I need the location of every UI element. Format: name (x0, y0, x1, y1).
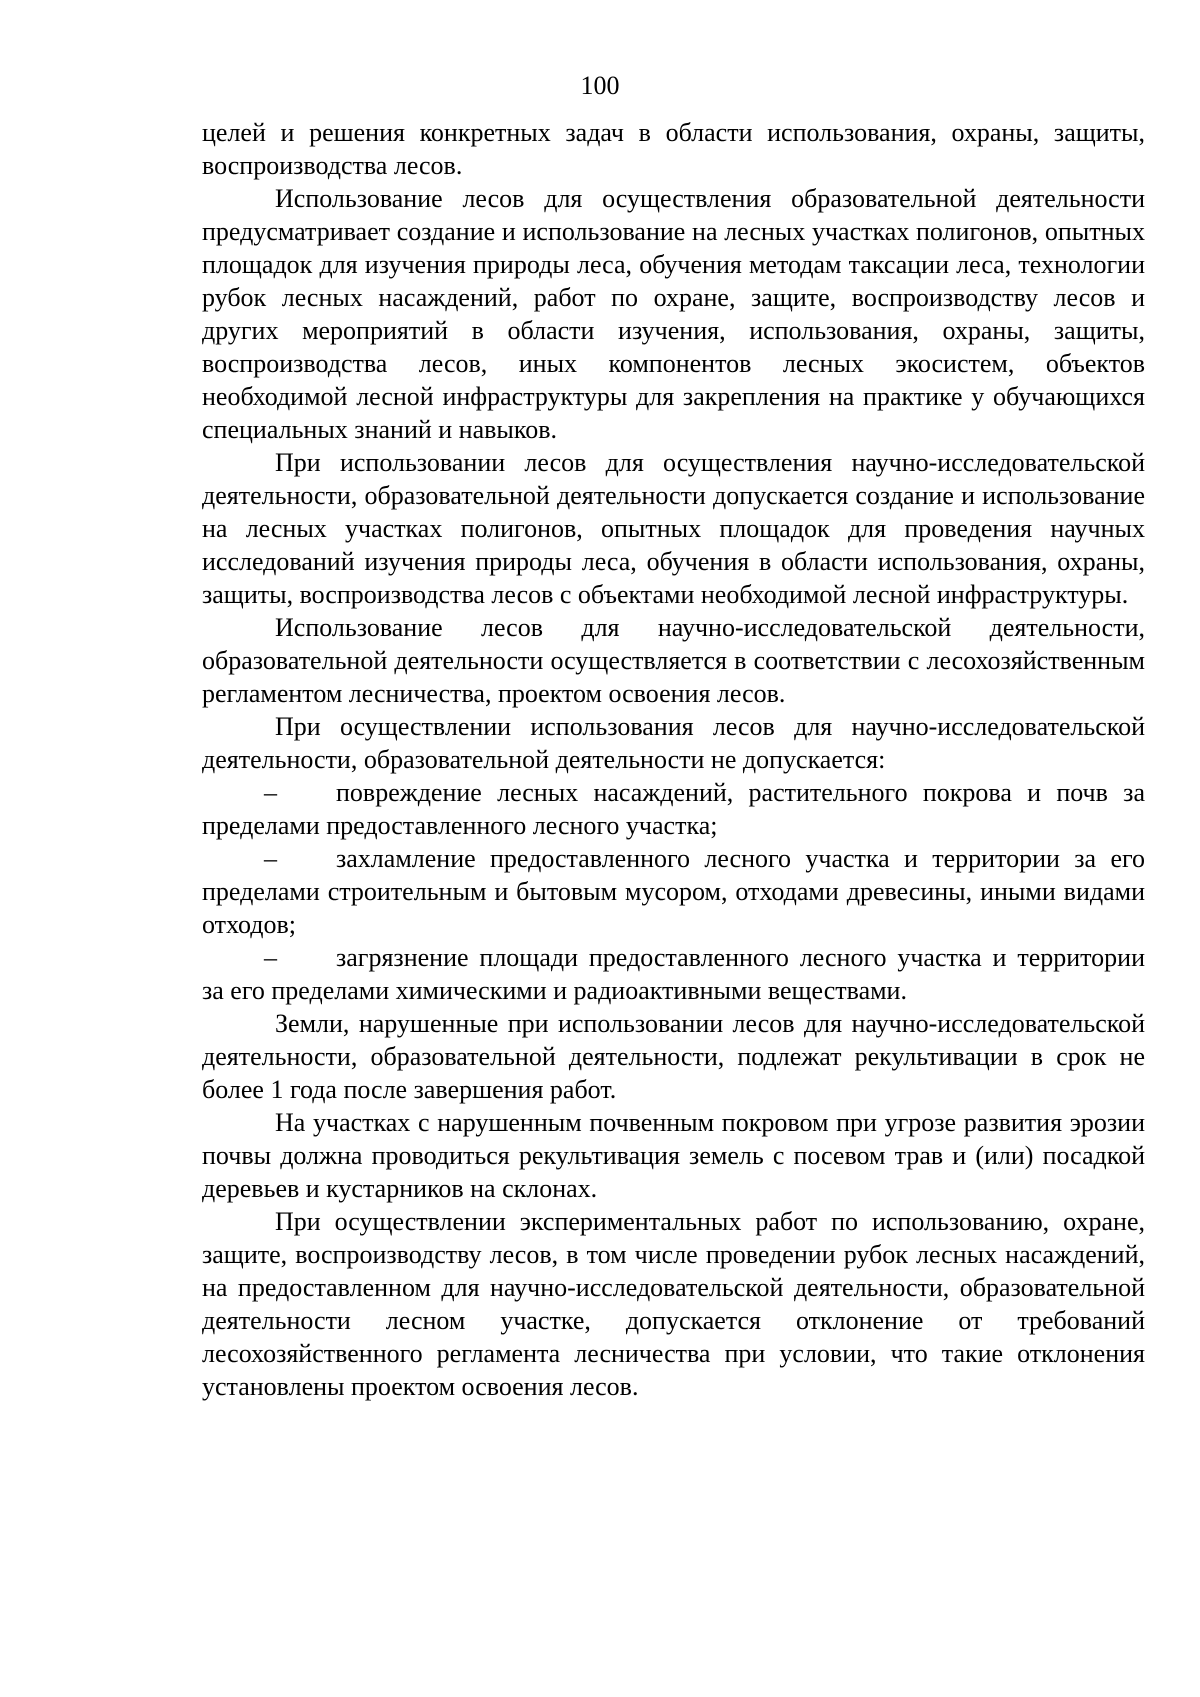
paragraph: При осуществлении использования лесов для научно-исследовательской деятельности, образовательной деятельности не допускается: (202, 712, 1145, 774)
paragraph: При использовании лесов для осуществления научно-исследовательской деятельности, образовательной деятельности допускается создание и использование на лесных участках полигонов, опытных площадок для проведения научных исследований изучения природы леса, обучения в области использования, охраны, защиты, воспроизводства лесов с объектами необходимой лесной инфраструктуры. (202, 448, 1145, 609)
page-number: 100 (580, 71, 620, 100)
dash-marker: – (264, 778, 277, 807)
dash-marker: – (264, 844, 277, 873)
list-item (202, 776, 1145, 842)
list-item (202, 941, 1145, 1007)
paragraph-continuation: целей и решения конкретных задач в области использования, охраны, защиты, воспроизводства лесов. (202, 118, 1145, 180)
document-body (202, 116, 1145, 1403)
paragraph: Использование лесов для осуществления образовательной деятельности предусматривает создание и использование на лесных участках полигонов, опытных площадок для изучения природы леса, обучения методам таксации леса, технологии рубок лесных насаждений, работ по охране, защите, воспроизводству лесов и других мероприятий в области изучения, использования, охраны, защиты, воспроизводства лесов, иных компонентов лесных экосистем, объектов необходимой лесной инфраструктуры для закрепления на практике у обучающихся специальных знаний и навыков. (202, 184, 1145, 444)
paragraph: На участках с нарушенным почвенным покровом при угрозе развития эрозии почвы должна проводиться рекультивация земель с посевом трав и (или) посадкой деревьев и кустарников на склонах. (202, 1108, 1145, 1203)
list-item-text: захламление предоставленного лесного участка и территории за его пределами строительным и бытовым мусором, отходами древесины, иными видами отходов; (202, 844, 1145, 939)
paragraph: Использование лесов для научно-исследовательской деятельности, образовательной деятельности осуществляется в соответствии с лесохозяйственным регламентом лесничества, проектом освоения лесов. (202, 613, 1145, 708)
dash-marker: – (264, 943, 277, 972)
paragraph: Земли, нарушенные при использовании лесов для научно-исследовательской деятельности, образовательной деятельности, подлежат рекультивации в срок не более 1 года после завершения работ. (202, 1009, 1145, 1104)
list-item (202, 842, 1145, 941)
paragraph: При осуществлении экспериментальных работ по использованию, охране, защите, воспроизводству лесов, в том числе проведении рубок лесных насаждений, на предоставленном для научно-исследовательской деятельности, образовательной деятельности лесном участке, допускается отклонение от требований лесохозяйственного регламента лесничества при условии, что такие отклонения установлены проектом освоения лесов. (202, 1207, 1145, 1401)
list-item-text: повреждение лесных насаждений, растительного покрова и почв за пределами предоставленного лесного участка; (202, 778, 1145, 840)
list-item-text: загрязнение площади предоставленного лесного участка и территории за его пределами химическими и радиоактивными веществами. (202, 943, 1145, 1005)
